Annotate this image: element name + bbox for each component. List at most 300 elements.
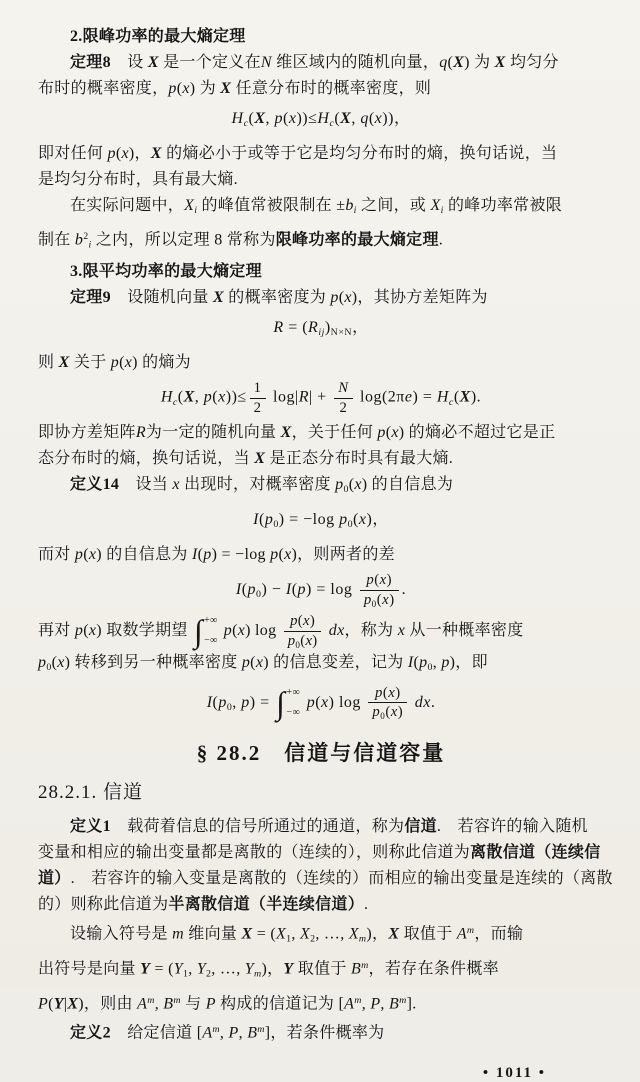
text-segment: ( (447, 54, 454, 71)
text-segment: )，则由 (78, 995, 138, 1013)
text-segment: A (344, 995, 355, 1013)
text-segment: m (358, 934, 367, 946)
text-segment: | (63, 995, 68, 1013)
text-segment: X (67, 995, 79, 1013)
text-segment: , (219, 1024, 229, 1042)
text-segment: A (456, 925, 467, 943)
text-segment: x (121, 145, 129, 163)
text-segment: x (284, 546, 292, 564)
text-line (38, 420, 604, 446)
text-segment: X (241, 925, 253, 943)
text-segment: p (274, 110, 283, 127)
text-segment: 离散信道（连续信 (470, 844, 601, 862)
text-line (38, 259, 604, 285)
text-segment: 0 (226, 702, 233, 713)
text-segment: 的概率密度为 (224, 288, 331, 306)
text-segment: p (306, 693, 316, 711)
text-segment: 取值于 (399, 925, 457, 943)
formula-line (38, 106, 604, 137)
text-segment: m (147, 994, 155, 1006)
text-segment: p (330, 288, 339, 306)
text-line (38, 224, 604, 259)
text-segment: . 若容许的输入变量是离散的（连续的）而相应的输出变量是连续的（离散 (70, 870, 613, 888)
text-segment: x (354, 476, 362, 494)
text-segment: 是一个定义在 (158, 54, 261, 71)
text-segment: 定理8 (70, 54, 111, 71)
text-segment: ) 的自信息为 (361, 476, 454, 494)
text-line (38, 542, 604, 568)
text-segment: ) = −log (211, 546, 271, 564)
text-segment: )， (366, 925, 389, 943)
text-segment: )，则两者的差 (291, 546, 395, 564)
text-segment: , …, (315, 925, 349, 943)
text-segment: 则 (38, 354, 59, 372)
text-segment: ( (353, 511, 359, 529)
text-segment: log| (268, 388, 299, 406)
text-segment: ( (413, 653, 420, 671)
text-segment: e (404, 388, 413, 406)
text-segment: p (203, 388, 213, 406)
text-segment: 的熵必小于或等于它是均匀分布时的熵，换句话说，当 (161, 145, 558, 163)
text-segment: x (344, 288, 352, 306)
text-segment: 出符号是向量 (38, 960, 141, 978)
text-segment: ) (386, 572, 393, 589)
text-segment: I (235, 581, 242, 599)
text-segment: ( (258, 511, 265, 529)
fraction (334, 380, 352, 416)
text-segment: N×N (330, 327, 353, 339)
text-segment: x (88, 546, 97, 564)
text-segment: ( (291, 581, 298, 599)
text-segment: 构成的信道记为 [ (215, 995, 345, 1013)
text-segment: , (361, 995, 371, 1013)
text-segment: , (154, 995, 164, 1013)
text-segment: ) 为 (189, 80, 221, 97)
text-segment: X (453, 54, 465, 71)
text-segment: 再对 (38, 622, 75, 640)
text-segment: p (419, 653, 428, 671)
text-segment: 均匀分 (505, 54, 559, 71)
text-segment: 信道 (404, 818, 437, 836)
text-segment: c (243, 118, 249, 130)
text-segment: X (254, 110, 266, 127)
text-segment: ( (212, 693, 219, 711)
text-segment: 布时的概率密度， (38, 80, 169, 97)
text-segment: , (238, 1024, 248, 1042)
text-segment: p (335, 476, 344, 494)
text-segment: ) log (328, 693, 366, 711)
text-segment: 设输入符号是 (70, 925, 173, 943)
text-segment: , (291, 925, 300, 943)
text-segment: ( (283, 110, 289, 127)
text-segment: p (363, 591, 372, 608)
text-segment: . (438, 231, 444, 249)
text-segment: 定义14 (70, 476, 120, 494)
text-line (38, 988, 604, 1017)
text-segment: ( (177, 388, 184, 406)
text-line (38, 613, 604, 650)
text-line (38, 1017, 604, 1046)
text-segment: ) (389, 591, 395, 608)
text-segment: i (353, 205, 357, 217)
text-segment: X (388, 925, 400, 943)
text-segment: m (354, 994, 362, 1006)
text-segment: 出现时，对概率密度 (179, 476, 336, 494)
text-segment: ( (300, 632, 306, 649)
text-segment: I (407, 653, 414, 671)
text-segment: p (372, 704, 381, 721)
text-segment: 在实际问题中， (70, 197, 185, 215)
text-segment: P (205, 995, 216, 1013)
text-segment: . (430, 693, 436, 711)
text-segment: ( (241, 581, 248, 599)
text-segment: ( (115, 145, 122, 163)
text-segment: , (194, 388, 204, 406)
text-segment: X (280, 424, 292, 442)
text-segment: , …, (211, 960, 245, 978)
text-line (38, 76, 604, 102)
text-segment: B (389, 995, 400, 1013)
text-segment: i (440, 205, 444, 217)
text-segment: p (203, 546, 212, 564)
text-segment: p (441, 653, 450, 671)
text-segment: p (218, 693, 227, 711)
text-segment: X (147, 54, 159, 71)
text-segment: x (390, 704, 398, 721)
text-segment: 定理9 (70, 288, 111, 306)
text-segment: x (124, 354, 133, 372)
text-segment: ) 的熵为 (132, 354, 191, 372)
text-segment: I (253, 511, 259, 529)
text-segment: 2.限峰功率的最大熵定理 (70, 28, 246, 45)
text-segment: p (110, 354, 120, 372)
text-segment: ) (397, 704, 404, 721)
text-segment: 2 (206, 968, 212, 980)
text-segment: m (399, 994, 407, 1006)
text-segment: 之间，或 (356, 197, 431, 215)
text-segment: ) (395, 684, 401, 701)
text-segment: 与 (180, 995, 206, 1013)
text-segment: ( (119, 354, 125, 372)
text-segment: P (370, 995, 381, 1013)
text-segment: 0 (295, 639, 301, 650)
text-segment: x (382, 591, 390, 608)
text-segment: p (107, 145, 116, 163)
text-segment: p (287, 632, 296, 649)
text-segment: m (254, 968, 262, 980)
text-segment: ( (376, 591, 383, 608)
text-line (38, 866, 613, 892)
section-heading: § 28.2 信道与信道容量 (196, 741, 446, 766)
text-segment: ) − (261, 581, 286, 599)
text-segment: I (206, 693, 213, 711)
text-segment: ))， (382, 110, 411, 127)
text-segment: ). (470, 388, 482, 406)
text-segment: p (241, 693, 250, 711)
text-segment: 0 (427, 661, 433, 673)
text-segment: 取值于 (293, 960, 351, 978)
text-segment: Y (53, 995, 64, 1013)
text-segment: X (494, 54, 506, 71)
formula-line (38, 380, 604, 416)
text-segment: , (188, 960, 197, 978)
text-segment: ， (352, 318, 369, 336)
text-segment: p (247, 581, 257, 599)
text-segment: B (351, 960, 362, 978)
text-segment: ( (232, 622, 238, 640)
text-segment: 为一定的随机向量 (145, 424, 281, 442)
text-segment: 任意分布时的概率密度，则 (231, 80, 432, 97)
text-segment: Y (244, 960, 254, 978)
text-segment: 定义1 (70, 818, 111, 836)
text-segment: x (237, 622, 246, 640)
text-segment: 是均匀分布时，具有最大熵. (38, 171, 238, 189)
fraction (250, 380, 266, 416)
integral-sign: ∫ +∞ −∞ (194, 613, 218, 650)
text-segment: 态分布时的熵，换句话说，当 (38, 450, 255, 468)
text-segment: 从一种概率密度 (405, 622, 524, 640)
text-segment: R (273, 318, 284, 336)
text-segment: 0 (273, 519, 279, 531)
text-segment: ，关于任何 (291, 424, 378, 442)
text-line (38, 24, 604, 50)
text-segment: 维向量 (183, 925, 242, 943)
text-segment: x (303, 613, 310, 630)
text-line (38, 472, 604, 503)
text-segment: ( (334, 110, 341, 127)
text-line (38, 840, 604, 866)
text-segment: )， (261, 960, 284, 978)
fraction (284, 613, 322, 650)
formula-line (38, 315, 604, 346)
text-segment: H (436, 388, 449, 406)
text-segment: m (257, 1024, 265, 1036)
text-segment: ( (51, 653, 58, 671)
text-segment: p (74, 546, 84, 564)
text-segment: ( (176, 80, 183, 97)
fraction (368, 685, 407, 722)
text-line (38, 50, 604, 76)
text-segment: x (379, 572, 387, 589)
text-segment: q (439, 54, 448, 71)
text-segment: = ( (150, 960, 174, 978)
text-segment: X (348, 925, 359, 943)
text-segment: ) 的熵必不超过它是正 (398, 424, 556, 442)
text-segment: ) (312, 632, 318, 649)
text-segment: ) 取数学期望 (96, 622, 192, 640)
text-segment: 的）则称此信道为 (38, 896, 169, 914)
text-segment: 设 (110, 54, 148, 71)
text-segment: I (285, 581, 292, 599)
text-segment: 维区域内的随机向量， (271, 54, 440, 71)
text-segment: )，即 (449, 653, 488, 671)
text-segment: X (183, 388, 195, 406)
text-segment: = ( (283, 318, 309, 336)
text-segment: ( (250, 653, 256, 671)
text-segment: x (305, 632, 313, 649)
text-segment: p (168, 80, 177, 97)
text-segment: Y (140, 960, 151, 978)
text-segment: ( (48, 995, 54, 1013)
text-segment: p (74, 622, 84, 640)
text-segment: ]，若条件概率为 (264, 1024, 385, 1042)
body-bottom-section (38, 814, 613, 1046)
text-segment: p (290, 613, 298, 630)
text-line (38, 193, 604, 224)
text-segment: , (351, 110, 361, 127)
text-segment: ( (385, 424, 392, 442)
text-segment: 1 (253, 380, 262, 397)
text-segment: dx (328, 622, 345, 640)
text-segment: ) 的自信息为 (96, 546, 192, 564)
text-segment: m (212, 1024, 220, 1036)
text-segment: x (255, 653, 264, 671)
text-segment: | + (308, 388, 332, 406)
text-segment: X (340, 110, 352, 127)
text-segment: b (345, 197, 354, 215)
text-line (38, 892, 604, 918)
text-segment: X (58, 354, 70, 372)
text-segment: 制在 (38, 231, 75, 249)
text-segment: 0 (371, 598, 377, 609)
text-segment: x (358, 511, 367, 529)
text-segment: 2 (83, 231, 89, 243)
text-segment: dx (414, 693, 431, 711)
text-segment: 1 (286, 934, 292, 946)
subsection-heading: 28.2.1. 信道 (38, 782, 144, 804)
text-segment: , (232, 693, 242, 711)
text-segment: P (38, 995, 49, 1013)
text-segment: 2 (339, 399, 348, 416)
text-line (38, 650, 604, 681)
text-segment: 0 (256, 589, 262, 601)
page-number: • 1011 • (482, 1064, 546, 1081)
text-segment: 变量和相应的输出变量都是离散的（连续的），则称此信道为 (38, 844, 471, 862)
text-segment: 0 (347, 519, 354, 531)
text-segment: p (223, 622, 233, 640)
text-segment: p (366, 572, 375, 589)
text-segment: ( (453, 388, 460, 406)
text-segment: 的峰功率常被限 (443, 197, 563, 215)
text-segment: 0 (380, 711, 386, 722)
text-segment: ( (248, 110, 255, 127)
text-segment: x (182, 80, 190, 97)
text-segment: 是正态分布时具有最大熵. (265, 450, 454, 468)
text-segment: 设随机向量 (110, 288, 214, 306)
text-line (38, 814, 604, 840)
text-segment: B (247, 1024, 258, 1042)
text-segment: H (317, 110, 330, 127)
text-segment: p (270, 546, 279, 564)
text-segment: 之内，所以定理 8 常称为 (91, 231, 276, 249)
text-segment: m (466, 925, 475, 937)
text-segment: X (430, 197, 441, 215)
text-segment: x (288, 110, 297, 127)
text-segment: 关于 (69, 354, 111, 372)
text-segment: i (88, 239, 92, 251)
text-segment: ，而输 (474, 925, 524, 943)
text-segment: log(2π (355, 388, 405, 406)
text-segment: ( (348, 476, 355, 494)
text-segment: ，称为 (344, 622, 398, 640)
text-segment: 设当 (119, 476, 173, 494)
text-line (38, 350, 604, 376)
text-segment: P (228, 1024, 239, 1042)
text-segment: ) = (249, 693, 275, 711)
fraction (360, 572, 399, 609)
text-segment: x (397, 622, 406, 640)
formula-line (38, 572, 604, 609)
text-segment: c (172, 396, 178, 408)
text-segment: x (391, 424, 399, 442)
text-segment: ( (83, 622, 89, 640)
text-segment: ) = log (306, 581, 357, 599)
text-segment: ，若存在条件概率 (368, 960, 499, 978)
text-segment: Y (196, 960, 207, 978)
text-segment: ( (382, 684, 389, 701)
text-segment: A (202, 1024, 213, 1042)
text-segment: 限峰功率的最大熵定理 (275, 231, 439, 249)
text-segment: p (339, 511, 348, 529)
text-segment: R (308, 318, 319, 336)
text-segment: ( (197, 546, 204, 564)
text-segment: N (260, 54, 272, 71)
text-segment: 0 (46, 661, 52, 673)
text-line (38, 953, 604, 988)
text-segment: x (57, 653, 65, 671)
text-segment: , (380, 995, 390, 1013)
text-segment: X (213, 288, 224, 306)
text-segment: . (364, 896, 369, 914)
text-segment: ( (385, 704, 391, 721)
text-segment: X (254, 450, 266, 468)
text-segment: 2 (310, 934, 316, 946)
text-segment: 定义2 (70, 1024, 111, 1042)
text-segment: 2 (253, 399, 262, 416)
text-segment: = ( (252, 925, 277, 943)
text-segment: I (192, 546, 198, 564)
text-segment: c (329, 118, 335, 130)
text-segment: , (432, 653, 442, 671)
integral-sign: ∫ +∞ −∞ (276, 684, 301, 721)
text-segment: x (218, 388, 226, 406)
text-segment: 的峰值常被限制在 ± (197, 197, 346, 215)
text-segment: , (265, 110, 275, 127)
text-segment: p (241, 653, 251, 671)
text-segment: b (74, 231, 84, 249)
text-line (38, 141, 604, 167)
body-top-section (38, 24, 604, 721)
text-segment: x (172, 476, 180, 494)
text-segment: 1 (182, 968, 189, 980)
text-segment: X (276, 925, 287, 943)
text-line (38, 167, 604, 193)
text-line (38, 918, 604, 953)
text-segment: ij (318, 327, 325, 339)
text-segment: 即协方差矩阵 (38, 424, 136, 442)
text-segment: 而对 (38, 546, 75, 564)
text-line (38, 285, 604, 311)
text-segment: c (448, 396, 454, 408)
text-segment: ) log (245, 622, 281, 640)
text-segment: N (338, 380, 349, 397)
text-line (38, 446, 604, 472)
text-segment: ( (83, 546, 89, 564)
text-segment: ( (315, 693, 322, 711)
formula-line (38, 507, 604, 538)
text-segment: 给定信道 [ (110, 1024, 203, 1042)
text-segment: p (297, 581, 307, 599)
